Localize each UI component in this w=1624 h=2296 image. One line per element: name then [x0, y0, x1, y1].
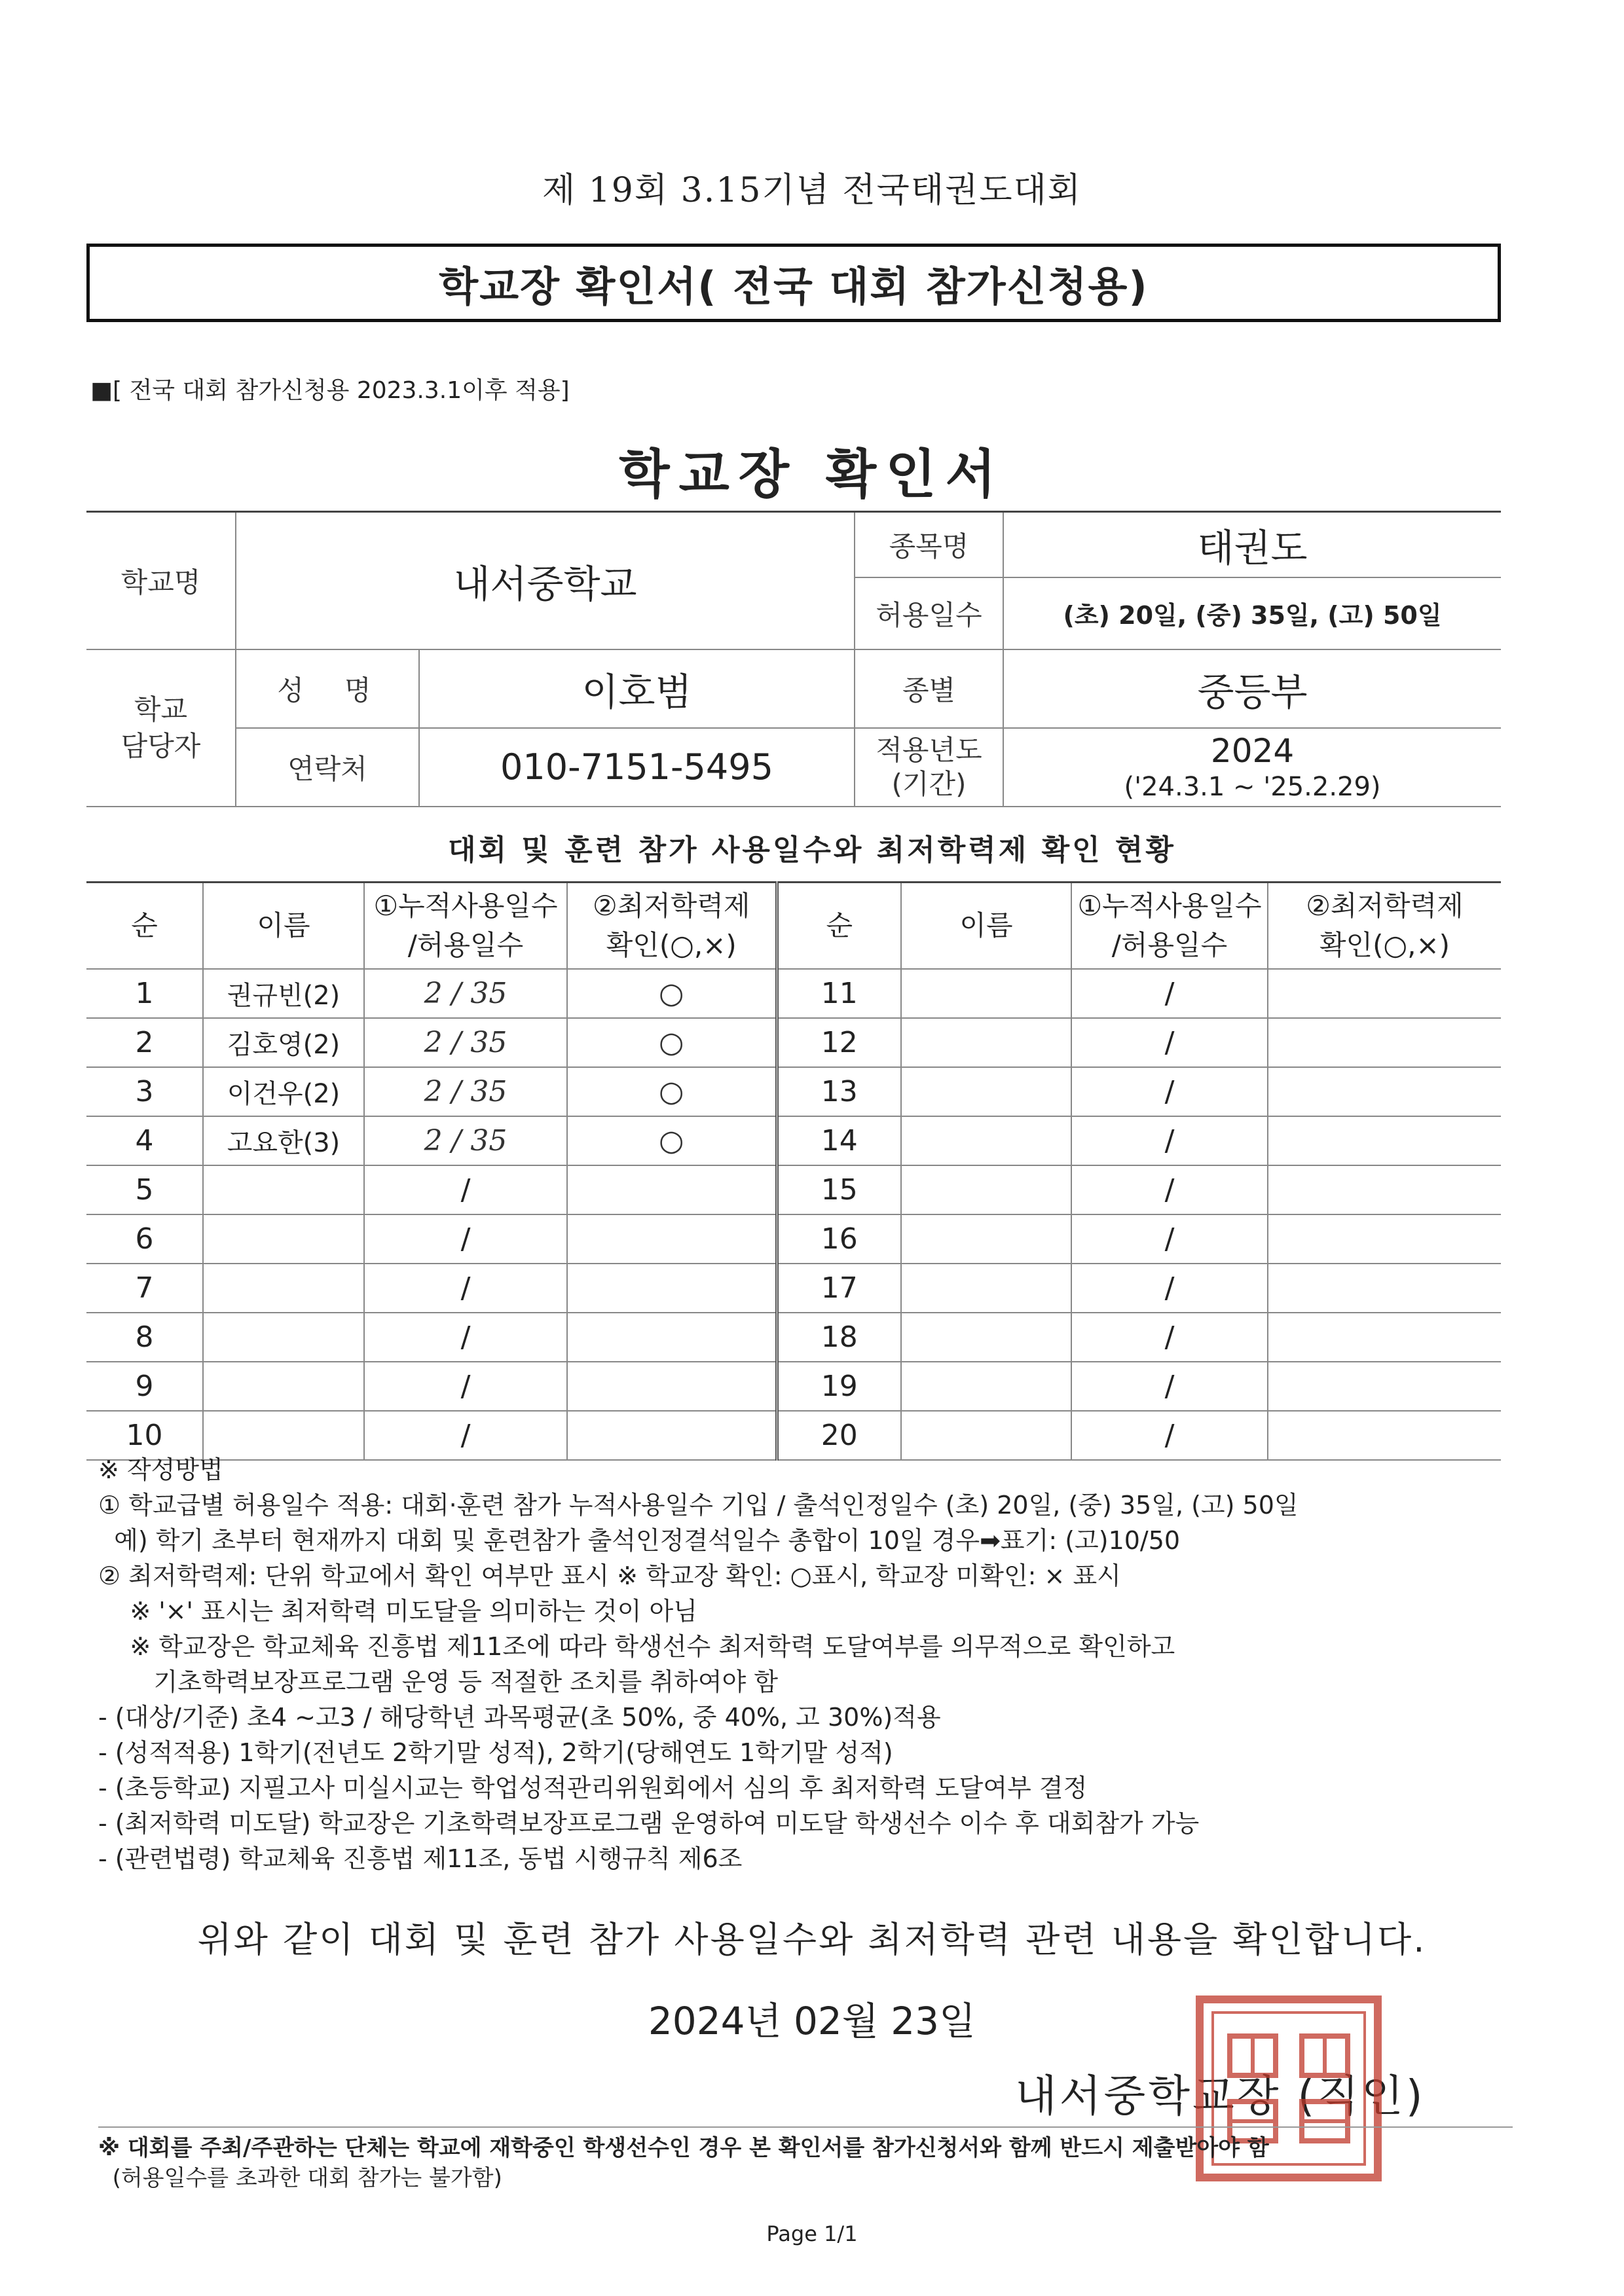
principal-signature: 내서중학교장 (직인): [1015, 2071, 1426, 2121]
school-value: 내서중학교: [236, 512, 855, 649]
academic-check: [1268, 1214, 1501, 1264]
note-line: - (성적적용) 1학기(전년도 2학기말 성적), 2학기(당해연도 1학기말 성적): [98, 1738, 893, 1767]
header-no: 순: [86, 883, 203, 970]
note-line: ※ '×' 표시는 최저학력 미도달을 의미하는 것이 아님: [98, 1597, 697, 1626]
row-number: 1: [86, 969, 203, 1018]
used-days: /: [1071, 1264, 1268, 1313]
used-days: 2 / 35: [364, 969, 567, 1018]
header-academic: ②최저학력제 확인(○,×): [1268, 883, 1501, 970]
used-days: /: [1071, 1116, 1268, 1165]
division-value: 중등부: [1003, 649, 1501, 728]
note-line: - (관련법령) 학교체육 진흥법 제11조, 동법 시행규칙 제6조: [98, 1844, 743, 1873]
row-number: 18: [777, 1313, 901, 1362]
used-days: /: [364, 1214, 567, 1264]
info-table: [86, 511, 1501, 807]
header-days: ①누적사용일수 /허용일수: [364, 883, 567, 970]
academic-check: ○: [567, 969, 777, 1018]
note-line: - (최저학력 미도달) 학교장은 기초학력보장프로그램 운영하여 미도달 학생선수 이수 후 대회참가 가능: [98, 1809, 1200, 1838]
academic-check: ○: [567, 1116, 777, 1165]
header-name: 이름: [203, 883, 364, 970]
academic-check: [1268, 1116, 1501, 1165]
header-name: 이름: [901, 883, 1071, 970]
row-number: 12: [777, 1018, 901, 1067]
row-number: 3: [86, 1067, 203, 1116]
student-name: [203, 1313, 364, 1362]
roster-table: [86, 881, 1501, 1461]
academic-check: [567, 1264, 777, 1313]
used-days: 2 / 35: [364, 1018, 567, 1067]
student-name: [203, 1264, 364, 1313]
division-label: 종별: [855, 649, 1003, 728]
used-days: /: [1071, 1411, 1268, 1460]
used-days: /: [364, 1362, 567, 1411]
event-title: 제 19회 3.15기념 전국태권도대회: [542, 171, 1082, 210]
note-line: ① 학교급별 허용일수 적용: 대회·훈련 참가 누적사용일수 기입 / 출석인정일수 (초) 20일, (중) 35일, (고) 50일: [98, 1491, 1299, 1520]
sport-value: 태권도: [1003, 512, 1501, 577]
table-row: [86, 1264, 1501, 1313]
table-row: [86, 1362, 1501, 1411]
document-banner: 학교장 확인서( 전국 대회 참가신청용): [86, 244, 1501, 322]
year-period: ('24.3.1 ~ '25.2.29): [1124, 771, 1381, 802]
header-no: 순: [777, 883, 901, 970]
student-name: [901, 1264, 1071, 1313]
used-days: /: [1071, 1165, 1268, 1214]
footer-note-line: ※ 대회를 주최/주관하는 단체는 학교에 재학중인 학생선수인 경우 본 확인서를 참가신청서와 함께 반드시 제출받아야 함: [98, 2135, 1269, 2161]
note-line: 기초학력보장프로그램 운영 등 적절한 조치를 취하여야 함: [98, 1667, 779, 1696]
row-number: 5: [86, 1165, 203, 1214]
academic-check: [567, 1313, 777, 1362]
student-name: 이건우(2): [203, 1067, 364, 1116]
name-label: 성 명: [236, 649, 419, 728]
academic-check: [1268, 1264, 1501, 1313]
contact-label: 연락처: [236, 728, 419, 807]
note-line: ② 최저학력제: 단위 학교에서 확인 여부만 표시 ※ 학교장 확인: ○표시, 학교장 미확인: × 표시: [98, 1561, 1121, 1590]
student-name: 고요한(3): [203, 1116, 364, 1165]
academic-check: [1268, 1165, 1501, 1214]
academic-check: [1268, 1018, 1501, 1067]
row-number: 9: [86, 1362, 203, 1411]
note-line: ※ 학교장은 학교체육 진흥법 제11조에 따라 학생선수 최저학력 도달여부를 의무적으로 확인하고: [98, 1632, 1175, 1661]
used-days: /: [1071, 1214, 1268, 1264]
row-number: 4: [86, 1116, 203, 1165]
academic-check: [1268, 1362, 1501, 1411]
contact-value: 010-7151-5495: [419, 728, 855, 807]
academic-check: ○: [567, 1067, 777, 1116]
used-days: /: [364, 1264, 567, 1313]
note-line: - (대상/기준) 초4 ~고3 / 해당학년 과목평균(초 50%, 중 40%, 고 30%)적용: [98, 1703, 941, 1732]
row-number: 6: [86, 1214, 203, 1264]
row-number: 8: [86, 1313, 203, 1362]
confirmation-statement: 위와 같이 대회 및 훈련 참가 사용일수와 최저학력 관련 내용을 확인합니다.: [197, 1919, 1427, 1960]
staff-label: 학교 담당자: [86, 649, 236, 807]
used-days: /: [1071, 969, 1268, 1018]
student-name: 권규빈(2): [203, 969, 364, 1018]
apply-note: ■[ 전국 대회 참가신청용 2023.3.1이후 적용]: [90, 377, 570, 404]
row-number: 2: [86, 1018, 203, 1067]
used-days: /: [1071, 1067, 1268, 1116]
document-date: 2024년 02월 23일: [648, 1999, 976, 2043]
section-title: 대회 및 훈련 참가 사용일수와 최저학력제 확인 현황: [448, 833, 1176, 867]
note-line: - (초등학교) 지필고사 미실시교는 학업성적관리위원회에서 심의 후 최저학력 도달여부 결정: [98, 1774, 1088, 1802]
row-number: 14: [777, 1116, 901, 1165]
row-number: 7: [86, 1264, 203, 1313]
page-number: Page 1/1: [766, 2221, 858, 2246]
header-days: ①누적사용일수 /허용일수: [1071, 883, 1268, 970]
student-name: [901, 1018, 1071, 1067]
table-row: [86, 1018, 1501, 1067]
footer-note-line: (허용일수를 초과한 대회 참가는 불가함): [98, 2165, 502, 2191]
year-cell: [1003, 728, 1501, 807]
row-number: 19: [777, 1362, 901, 1411]
used-days: 2 / 35: [364, 1067, 567, 1116]
table-row: [86, 1214, 1501, 1264]
used-days: /: [1071, 1018, 1268, 1067]
academic-check: ○: [567, 1018, 777, 1067]
student-name: [203, 1362, 364, 1411]
student-name: [203, 1165, 364, 1214]
table-row: [86, 1165, 1501, 1214]
note-line: 예) 학기 초부터 현재까지 대회 및 훈련참가 출석인정결석일수 총합이 10일 경우➡표기: (고)10/50: [98, 1526, 1181, 1555]
used-days: 2 / 35: [364, 1116, 567, 1165]
row-number: 20: [777, 1411, 901, 1460]
student-name: [203, 1214, 364, 1264]
sport-label: 종목명: [855, 512, 1003, 577]
used-days: /: [364, 1165, 567, 1214]
writing-instructions: [98, 1452, 1500, 1876]
student-name: [901, 1214, 1071, 1264]
used-days: /: [1071, 1362, 1268, 1411]
table-row: [86, 1067, 1501, 1116]
year-value: 2024: [1210, 731, 1295, 770]
academic-check: [1268, 969, 1501, 1018]
academic-check: [567, 1165, 777, 1214]
table-row: [86, 1116, 1501, 1165]
student-name: [901, 1165, 1071, 1214]
student-name: [901, 1313, 1071, 1362]
academic-check: [1268, 1067, 1501, 1116]
name-value: 이호범: [419, 649, 855, 728]
academic-check: [1268, 1313, 1501, 1362]
row-number: 15: [777, 1165, 901, 1214]
used-days: /: [364, 1411, 567, 1460]
student-name: [901, 969, 1071, 1018]
academic-check: [567, 1362, 777, 1411]
year-label: 적용년도 (기간): [855, 728, 1003, 807]
academic-check: [567, 1214, 777, 1264]
student-name: [901, 1116, 1071, 1165]
allowed-days-value: (초) 20일, (중) 35일, (고) 50일: [1003, 577, 1501, 649]
form-title: 학교장 확인서: [619, 444, 1005, 505]
table-row: [86, 969, 1501, 1018]
allowed-days-label: 허용일수: [855, 577, 1003, 649]
notes-heading: ※ 작성방법: [98, 1455, 223, 1484]
student-name: [901, 1362, 1071, 1411]
student-name: 김호영(2): [203, 1018, 364, 1067]
row-number: 11: [777, 969, 901, 1018]
footer-note: [98, 2126, 1513, 2193]
row-number: 16: [777, 1214, 901, 1264]
school-label: 학교명: [86, 512, 236, 649]
row-number: 13: [777, 1067, 901, 1116]
student-name: [901, 1067, 1071, 1116]
header-academic: ②최저학력제 확인(○,×): [567, 883, 777, 970]
used-days: /: [1071, 1313, 1268, 1362]
used-days: /: [364, 1313, 567, 1362]
row-number: 10: [86, 1411, 203, 1460]
row-number: 17: [777, 1264, 901, 1313]
table-row: [86, 1313, 1501, 1362]
